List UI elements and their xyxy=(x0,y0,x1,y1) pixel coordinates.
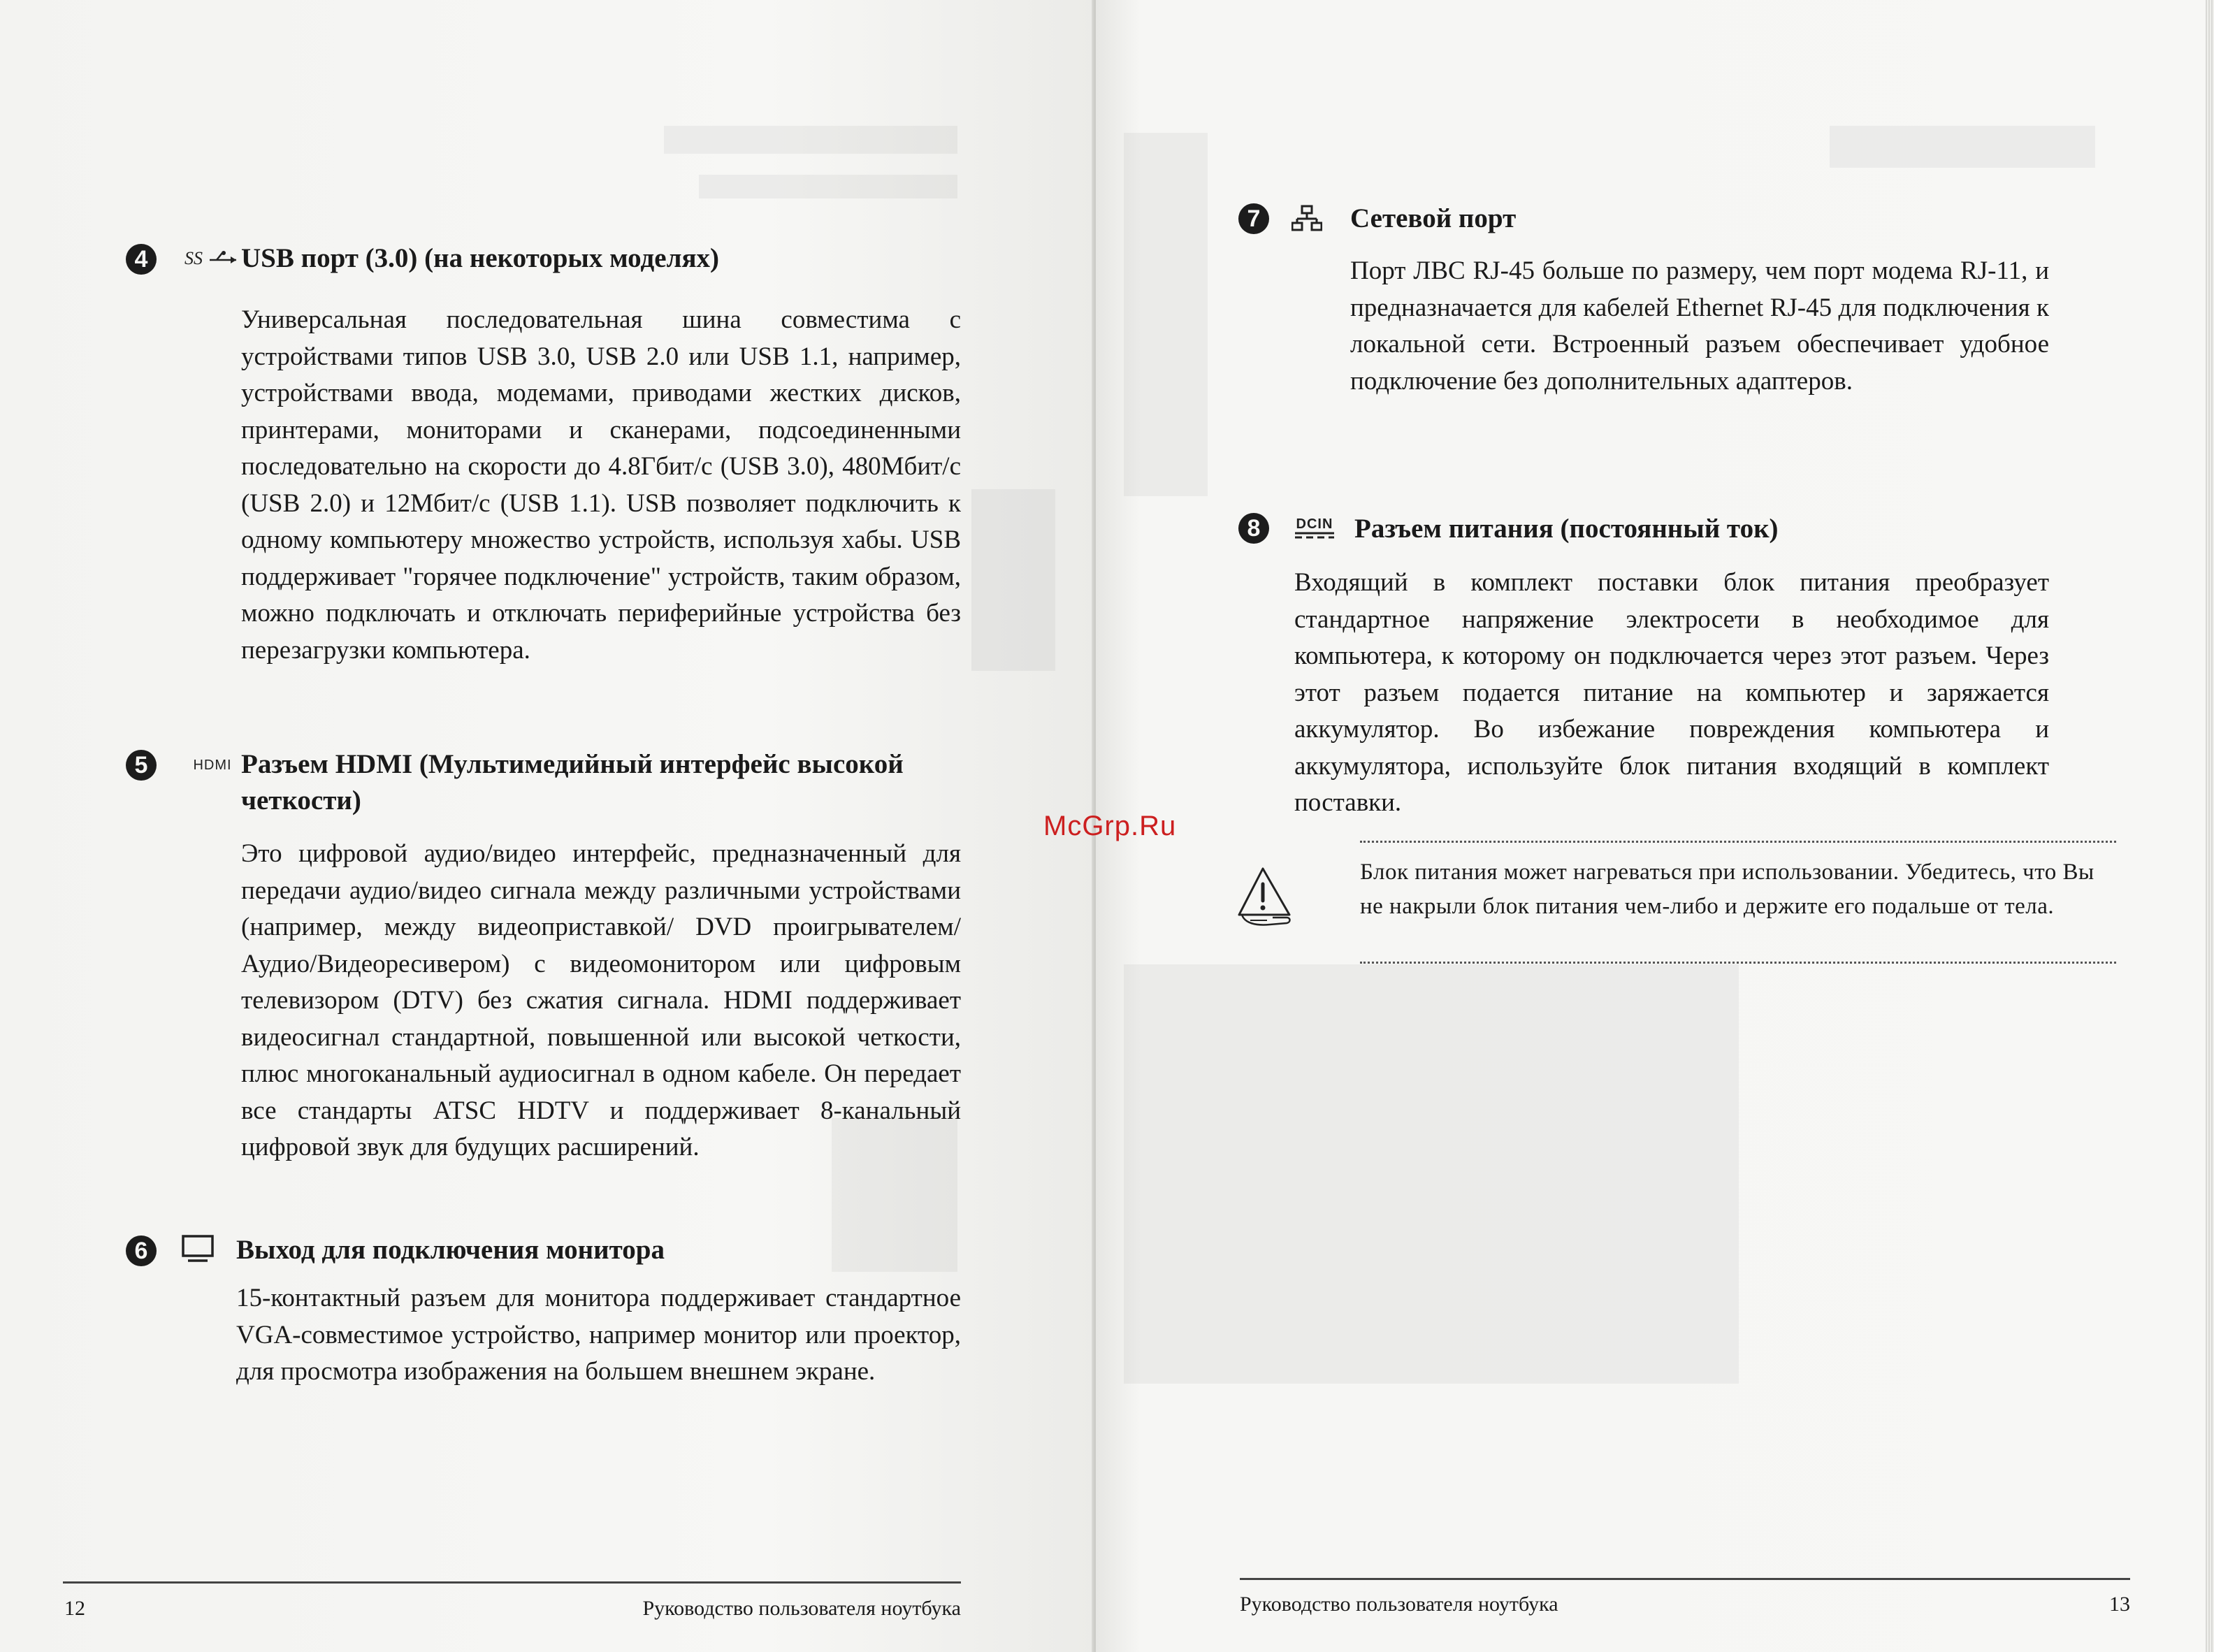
warning-hand-icon xyxy=(1234,864,1294,928)
page-number: 12 xyxy=(64,1597,85,1620)
section-title: Сетевой порт xyxy=(1350,203,1517,233)
section-number-badge: 8 xyxy=(1238,513,1269,544)
left-page xyxy=(0,0,1096,1652)
network-icon xyxy=(1290,203,1324,235)
footer-rule xyxy=(1240,1578,2130,1580)
section-title: Выход для подключения монитора xyxy=(236,1235,665,1265)
section-title: Разъем HDMI (Мультимедийный интерфейс высокой четкости) xyxy=(241,749,904,816)
bleed-through xyxy=(699,175,957,198)
section-number-badge: 6 xyxy=(126,1236,157,1266)
bleed-through xyxy=(1124,133,1208,496)
dc-in-icon xyxy=(1292,514,1338,543)
bleed-through xyxy=(1830,126,2095,168)
usb-icon-label: SS xyxy=(184,248,203,268)
section-body: Это цифровой аудио/видео интерфейс, предназначенный для передачи аудио/видео сигнала между различными устройствами (например, между видеоприставкой/ DVD проигрывателем/Аудио/Видеоресивером) с видеомонитором или цифровым телевизором (DTV) без сжатия сигнала. HDMI поддерживает видеосигнал стандартной, повышенной или высокой четкости, плюс многоканальный аудиосигнал в одном кабеле. Он передает все стандарты ATSC HDTV и поддерживает 8-канальный цифровой звук для будущих расширений. xyxy=(241,839,961,1161)
section-title: Разъем питания (постоянный ток) xyxy=(1354,514,1779,544)
bleed-through xyxy=(1124,964,1739,1384)
bleed-through xyxy=(971,489,1055,671)
dc-in-label: DCIN xyxy=(1296,516,1333,532)
usb-superspeed-icon xyxy=(183,242,239,275)
section-body: Порт ЛВС RJ-45 больше по размеру, чем порт модема RJ-11, и предназначается для кабелей Ethernet RJ-45 для подключения к локальной сети. Встроенный разъем обеспечивает удобное подключение без дополнительных адаптеров. xyxy=(1350,256,2049,396)
page-number: 13 xyxy=(2109,1593,2130,1616)
footer-title: Руководство пользователя ноутбука xyxy=(642,1597,961,1620)
section-number-badge: 5 xyxy=(126,750,157,781)
note-top-rule xyxy=(1360,841,2116,843)
section-body: Универсальная последовательная шина совместима с устройствами типов USB 3.0, USB 2.0 или USB 1.1, например, устройствами ввода, модемами, приводами жестких дисков, принтерами, мониторами и сканерами, подсоединенными последовательно на скорости до 4.8Гбит/с (USB 3.0), 480Мбит/с (USB 2.0) и 12Мбит/с (USB 1.1). USB позволяет подключить к одному компьютеру множество устройств, используя хабы. USB поддерживает "горячее подключение" устройств, таким образом, можно подключать и отключать периферийные устройства без перезагрузки компьютера. xyxy=(241,305,961,665)
warning-text: Блок питания может нагреваться при использовании. Убедитесь, что Вы не накрыли блок питания чем-либо и держите его подальше от тела. xyxy=(1360,860,2094,919)
footer-rule xyxy=(63,1581,961,1584)
section-body: Входящий в комплект поставки блок питания преобразует стандартное напряжение электросети в необходимое для компьютера, к которому он подключается через этот разъем. Через этот разъем подается питание на компьютер и заряжается аккумулятор. Во избежание повреждения компьютера и аккумулятора, используйте блок питания входящий в комплект поставки. xyxy=(1294,568,2049,817)
note-bottom-rule xyxy=(1360,962,2116,964)
footer-title: Руководство пользователя ноутбука xyxy=(1240,1593,1558,1616)
watermark-text: McGrp.Ru xyxy=(1043,811,1177,841)
right-page xyxy=(1096,0,2214,1652)
bleed-through xyxy=(664,126,957,154)
page-edge xyxy=(2206,0,2214,1652)
section-body: 15-контактный разъем для монитора поддерживает стандартное VGA-совместимое устройство, например монитор или проектор, для просмотра изображения на большем внешнем экране. xyxy=(236,1284,961,1386)
hdmi-icon: HDMI xyxy=(193,757,232,773)
section-number-badge: 7 xyxy=(1238,203,1269,234)
section-number-badge: 4 xyxy=(126,244,157,275)
section-title: USB порт (3.0) (на некоторых моделях) xyxy=(241,243,720,273)
monitor-icon xyxy=(180,1233,215,1265)
